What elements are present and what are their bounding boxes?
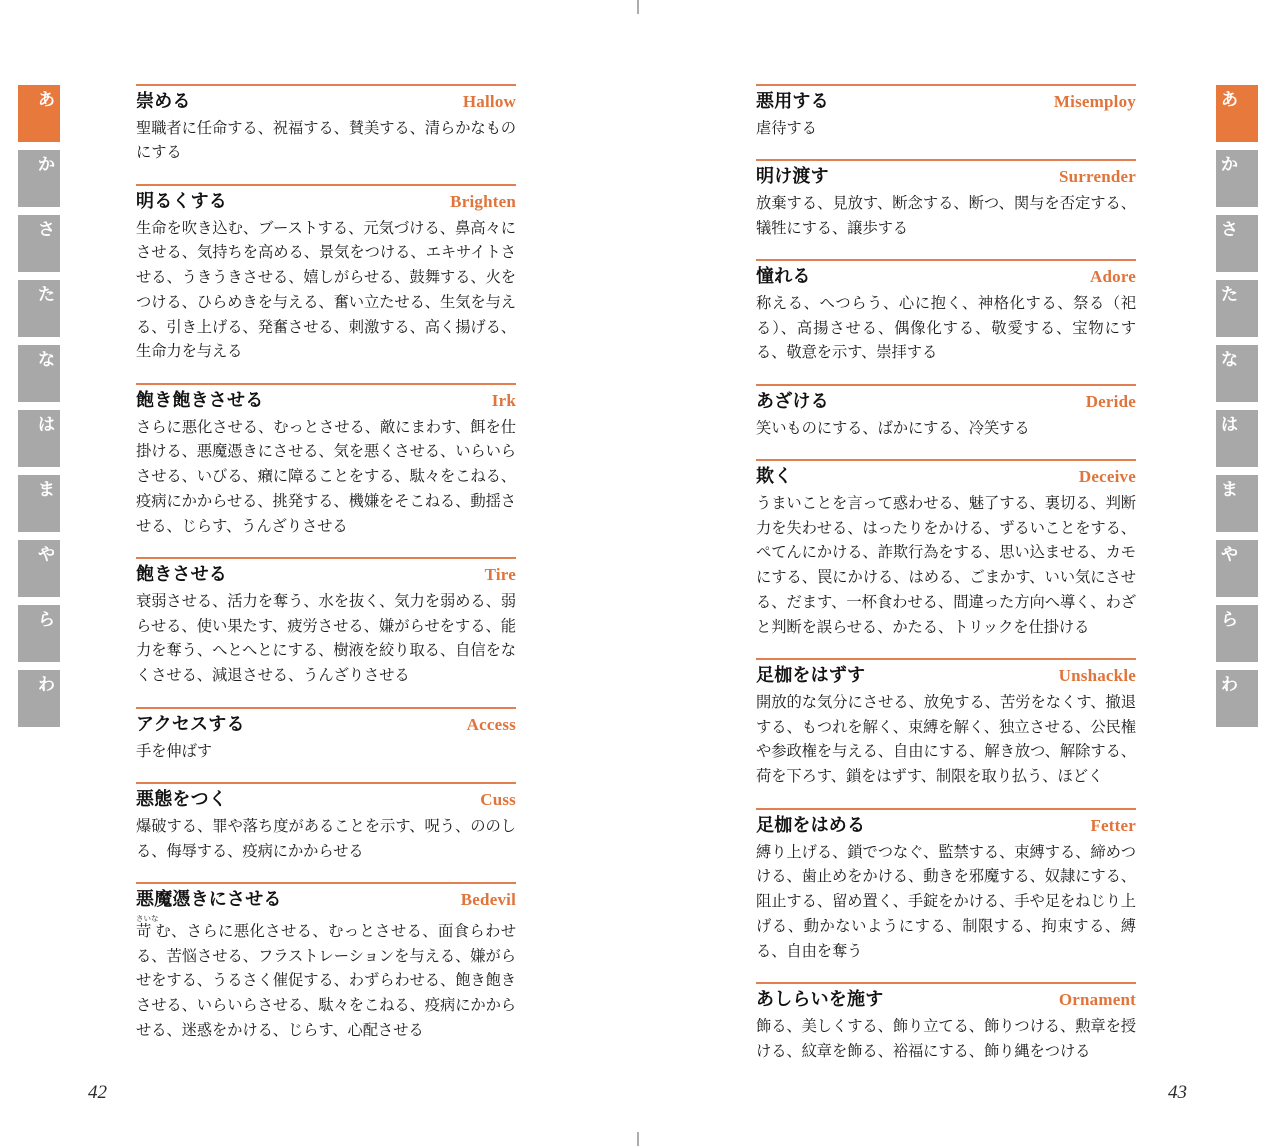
- entry-divider-rule: [756, 384, 1136, 386]
- entry-divider-rule: [756, 159, 1136, 161]
- entry-header: [756, 815, 1136, 838]
- index-tab-right-7[interactable]: や: [1216, 540, 1258, 597]
- page-number-right: 43: [1168, 1082, 1187, 1103]
- entry-headword-english: Ornament: [1058, 990, 1136, 1010]
- entry-headword-japanese: 崇める: [136, 91, 191, 112]
- index-tab-left-5[interactable]: は: [18, 410, 60, 467]
- entry-headword-english: Access: [466, 715, 516, 735]
- index-tab-left-3[interactable]: た: [18, 280, 60, 337]
- entry-headword-japanese: 欺く: [756, 466, 793, 488]
- page-left: [136, 84, 516, 1062]
- entry-header: [756, 91, 1136, 114]
- entry-header: [136, 191, 516, 214]
- entry-header: [136, 91, 516, 114]
- entry-headword-english: Tire: [484, 565, 516, 585]
- entry-headword-japanese: 悪態をつく: [136, 789, 227, 811]
- dictionary-entry: [756, 84, 1136, 140]
- index-tab-left-0[interactable]: あ: [18, 85, 60, 142]
- index-tab-right-5[interactable]: は: [1216, 410, 1258, 467]
- entry-synonym-list: 笑いものにする、ばかにする、冷笑する: [756, 418, 1030, 437]
- entry-divider-rule: [136, 782, 516, 784]
- entry-synonym-list: 生命を吹き込む、ブーストする、元気づける、鼻高々にさせる、気持ちを高める、景気をつける、エキサイトさせる、うきうきさせる、嬉しがらせる、鼓舞する、火をつける、ひらめきを与える、奮い立たせる、生気を与える、引き上げる、発奮させる、刺激する、高く揚げる、生命力を与える: [136, 218, 516, 361]
- index-tab-strip-right: [1216, 85, 1258, 735]
- entry-header: [756, 391, 1136, 414]
- entry-divider-rule: [756, 84, 1136, 86]
- entry-headword-japanese: 飽きさせる: [136, 564, 227, 586]
- entry-divider-rule: [136, 882, 516, 884]
- entry-headword-english: Unshackle: [1058, 666, 1136, 686]
- entry-header: [756, 989, 1136, 1012]
- entry-synonym-list: 開放的な気分にさせる、放免する、苦労をなくす、撤退する、もつれを解く、束縛を解く、独立させる、公民権や参政権を与える、自由にする、解き放つ、解除する、荷を下ろす、鎖をはずす、制限を取り払う、ほどく: [756, 692, 1136, 786]
- index-tab-right-6[interactable]: ま: [1216, 475, 1258, 532]
- index-tab-right-1[interactable]: か: [1216, 150, 1258, 207]
- entry-synonym-list: 手を伸ばす: [136, 741, 212, 760]
- entry-synonym-list: 飾る、美しくする、飾り立てる、飾りつける、勲章を授ける、紋章を飾る、裕福にする、飾り縄をつける: [756, 1016, 1136, 1060]
- dictionary-entry: [136, 707, 516, 763]
- entry-synonym-list: 衰弱させる、活力を奪う、水を抜く、気力を弱める、弱らせる、使い果たす、疲労させる、嫌がらせをする、能力を奪う、へとへとにする、樹液を絞り取る、自信をなくさせる、減退させる、うんざりさせる: [136, 591, 516, 685]
- entry-headword-japanese: 足枷をはずす: [756, 665, 866, 687]
- entry-divider-rule: [136, 84, 516, 86]
- entry-headword-english: Cuss: [480, 790, 516, 810]
- entry-divider-rule: [756, 658, 1136, 660]
- dictionary-entry: [756, 259, 1136, 365]
- entry-headword-english: Irk: [491, 391, 516, 411]
- entry-synonym-list: 称える、へつらう、心に抱く、神格化する、祭る（祀る）、高揚させる、偶像化する、敬愛する、宝物にする、敬意を示す、崇拝する: [756, 293, 1136, 362]
- entry-headword-japanese: あしらいを施す: [756, 989, 884, 1011]
- entry-header: [756, 166, 1136, 189]
- entry-header: [136, 564, 516, 587]
- entry-synonym-list: さらに悪化させる、むっとさせる、敵にまわす、餌を仕掛ける、悪魔憑きにさせる、気を悪くさせる、いらいらさせる、いびる、癪に障ることをする、駄々をこねる、疫病にかからせる、挑発する、機嫌をそこねる、動揺させる、じらす、うんざりさせる: [136, 417, 516, 535]
- crop-mark-top: [637, 0, 639, 14]
- dictionary-entry: [136, 383, 516, 538]
- entry-headword-japanese: あざける: [756, 391, 829, 413]
- entry-header: [136, 789, 516, 812]
- entry-headword-english: Fetter: [1090, 816, 1136, 836]
- dictionary-entry: [756, 384, 1136, 440]
- entry-headword-english: Deceive: [1078, 467, 1136, 487]
- ruby-annotation: [136, 913, 159, 940]
- index-tab-left-8[interactable]: ら: [18, 605, 60, 662]
- entry-headword-japanese: 明るくする: [136, 191, 227, 213]
- dictionary-entry: [756, 658, 1136, 789]
- dictionary-entry: [136, 557, 516, 688]
- dictionary-entry: [136, 84, 516, 165]
- entry-divider-rule: [756, 808, 1136, 810]
- entry-header: [136, 889, 516, 912]
- index-tab-right-9[interactable]: わ: [1216, 670, 1258, 727]
- entry-synonym-list: 縛り上げる、鎖でつなぐ、監禁する、束縛する、締めつける、歯止めをかける、動きを邪魔する、奴隷にする、阻止する、留め置く、手錠をかける、手や足をねじり上げる、動かないようにする、制限する、拘束する、縛る、自由を奪う: [756, 842, 1136, 960]
- index-tab-right-0[interactable]: あ: [1216, 85, 1258, 142]
- dictionary-entry: [136, 882, 516, 1042]
- index-tab-right-2[interactable]: さ: [1216, 215, 1258, 272]
- entry-divider-rule: [136, 383, 516, 385]
- entry-divider-rule: [136, 707, 516, 709]
- entry-divider-rule: [756, 259, 1136, 261]
- entry-header: [756, 466, 1136, 489]
- index-tab-left-2[interactable]: さ: [18, 215, 60, 272]
- dictionary-entry: [756, 459, 1136, 639]
- entry-divider-rule: [756, 982, 1136, 984]
- entry-headword-japanese: 悪魔憑きにさせる: [136, 889, 282, 911]
- entry-header: [136, 390, 516, 413]
- index-tab-left-1[interactable]: か: [18, 150, 60, 207]
- entry-header: [756, 266, 1136, 289]
- index-tab-left-4[interactable]: な: [18, 345, 60, 402]
- index-tab-strip-left: [18, 85, 60, 735]
- entry-header: [136, 714, 516, 737]
- entry-synonym-list-rest: む、さらに悪化させる、むっとさせる、面食らわせる、苦悩させる、フラストレーションを与える、嫌がらせをする、うるさく催促する、わずらわせる、飽き飽きさせる、いらいらさせる、駄々をこねる、疫病にかからせる、迷惑をかける、じらす、心配させる: [136, 921, 516, 1039]
- entry-headword-english: Misemploy: [1053, 92, 1136, 111]
- entry-header: [756, 665, 1136, 688]
- entry-divider-rule: [136, 184, 516, 186]
- index-tab-left-7[interactable]: や: [18, 540, 60, 597]
- entry-headword-japanese: アクセスする: [136, 714, 245, 736]
- entry-headword-japanese: 明け渡す: [756, 166, 829, 188]
- entry-headword-english: Surrender: [1058, 167, 1136, 187]
- dictionary-entry: [756, 159, 1136, 240]
- crop-mark-bottom: [637, 1132, 639, 1146]
- entry-headword-english: Adore: [1089, 267, 1136, 287]
- ruby-base: 苛: [136, 921, 159, 940]
- dictionary-entry: [756, 808, 1136, 963]
- entry-headword-english: Hallow: [462, 92, 516, 111]
- entry-headword-japanese: 足枷をはめる: [756, 815, 866, 837]
- dictionary-entry: [136, 782, 516, 863]
- dictionary-entry: [136, 184, 516, 364]
- entry-headword-japanese: 飽き飽きさせる: [136, 390, 264, 412]
- index-tab-right-8[interactable]: ら: [1216, 605, 1258, 662]
- page-number-left: 42: [88, 1082, 107, 1103]
- index-tab-left-6[interactable]: ま: [18, 475, 60, 532]
- entry-synonym-list: 聖職者に任命する、祝福する、賛美する、清らかなものにする: [136, 118, 516, 162]
- entry-synonym-list: 放棄する、見放す、断念する、断つ、関与を否定する、犠牲にする、譲歩する: [756, 193, 1136, 237]
- entry-divider-rule: [756, 459, 1136, 461]
- entry-divider-rule: [136, 557, 516, 559]
- entry-headword-english: Brighten: [450, 192, 516, 212]
- ruby-text: さいな: [136, 913, 159, 923]
- index-tab-right-3[interactable]: た: [1216, 280, 1258, 337]
- entry-synonym-list: 爆破する、罪や落ち度があることを示す、呪う、ののしる、侮辱する、疫病にかからせる: [136, 816, 516, 860]
- index-tab-right-4[interactable]: な: [1216, 345, 1258, 402]
- page-right: [756, 84, 1136, 1082]
- dictionary-entry: [756, 982, 1136, 1063]
- entry-headword-english: Deride: [1085, 392, 1136, 412]
- entry-synonym-list: 虐待する: [756, 118, 817, 137]
- entry-headword-japanese: 悪用する: [756, 91, 829, 112]
- entry-synonym-list: [136, 914, 516, 1043]
- index-tab-left-9[interactable]: わ: [18, 670, 60, 727]
- entry-headword-english: Bedevil: [460, 890, 516, 910]
- entry-synonym-list: うまいことを言って惑わせる、魅了する、裏切る、判断力を失わせる、はったりをかける、ずるいことをする、ぺてんにかける、詐欺行為をする、思い込ませる、カモにする、罠にかける、はめる、ごまかす、いい気にさせる、だます、一杯食わせる、間違った方向へ導く、わざと判断を誤らせる、かたる、トリックを仕掛ける: [756, 493, 1136, 636]
- entry-headword-japanese: 憧れる: [756, 266, 811, 288]
